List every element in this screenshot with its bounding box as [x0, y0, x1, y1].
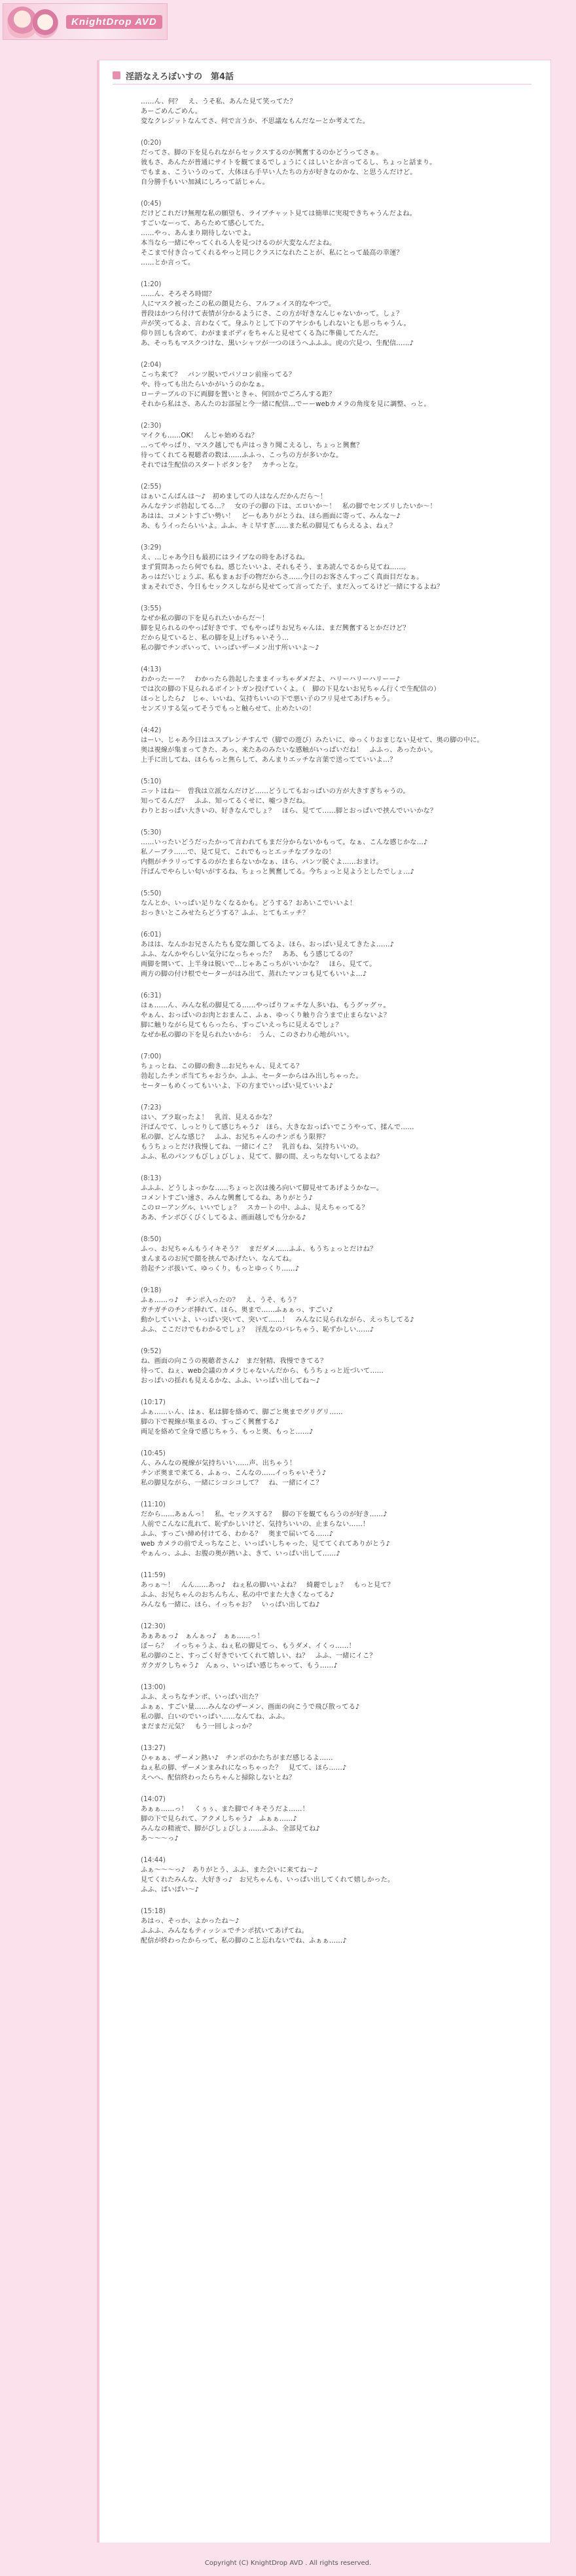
script-line: 両方の脚の付け根でセーターがはみ出て、蒸れたマンコも見てもいいよ…♪: [141, 971, 367, 978]
timestamp: (10:45): [141, 1450, 166, 1457]
timestamp: (14:44): [141, 1857, 166, 1864]
banner-character-illustration-2: [32, 9, 58, 38]
script-line: ……いったいどうだったかって言われてもまだ分からないかもって。なぁ、こんな感じかな…♪: [141, 839, 428, 846]
script-entry: [141, 1500, 533, 1559]
script-line: ふふ、すっごい締め付けてる、わかる？ 奥まで届いてる……♪: [141, 1531, 334, 1538]
script-line: 自分勝手もいい加減にしろって話じゃん。: [141, 179, 270, 186]
script-entry: [141, 1103, 533, 1162]
script-line: 内側がチラリってするのがたまらないかなぁ、ほら、パンツ脱ぐよ……おまけ。: [141, 859, 383, 866]
script-entry: [141, 604, 533, 653]
timestamp: (11:10): [141, 1501, 166, 1508]
script-entry: [141, 991, 533, 1040]
script-line: 私の脚見ながら、一緒にシコシコして？ ね、一緒にイこ？: [141, 1480, 323, 1487]
script-line: チンポ奥まで来てる、ふぁっ、こんなの……イっちゃいそう♪: [141, 1470, 327, 1477]
script-line: ふぁぁ、すごい量……みんなのザーメン、画面の向こうで飛び散ってる♪: [141, 1704, 360, 1711]
script-line: あーごめんごめん。: [141, 108, 202, 115]
timestamp: (2:30): [141, 422, 162, 430]
script-line: 仰り回しも含めて、わがままボディをちゃんと見せてくる為に準備してたんだ。: [141, 330, 383, 337]
script-line: 人にマスク被ったこの私の顔見たら、フルフェイス的なやつで。: [141, 301, 336, 308]
script-line: はぁいこんばんは～♪ 初めましての人はなんだかんだら～！: [141, 493, 327, 500]
timestamp: (10:17): [141, 1399, 166, 1406]
script-line: はぁ……ん、みんな私の脚見てる……やっぱりフェチな人多いね、もうグヮグヮ。: [141, 1002, 390, 1009]
script-line: はい、ブラ取ったよ！ 乳首、見えるかな？: [141, 1114, 276, 1121]
script-line: なぜか私の脚の下を見られたいからだ～！: [141, 615, 269, 622]
script-line: みんなテンポ勃起してる…？ 女の子の脚の下は、エロいか～！ 私の脚でセンズリしたいか～！: [141, 503, 437, 510]
script-line: えへへ、配信終わったらちゃんと掃除しないとね？: [141, 1774, 296, 1782]
script-line: あぁぁ……っ！ くぅぅ、また脚でイキそうだよ……！: [141, 1806, 309, 1813]
script-entry: [141, 360, 533, 409]
script-entry: [141, 1286, 533, 1335]
script-line: まず質問あったら何でもね、感じたいいよ、それもそう、まあ読んでるから見てね……。: [141, 564, 410, 571]
script-entry: [141, 543, 533, 592]
script-entry: [141, 1907, 533, 1946]
script-line: 私の脚、白いのでいっぱい……なんてね、ふふ。: [141, 1713, 289, 1721]
script-line: だから見ていると、私の脚を見上げちゃいそう…: [141, 635, 289, 642]
script-line: ……とか言って。: [141, 259, 195, 267]
script-entry: [141, 1744, 533, 1783]
script-line: ん、みんなの視線が気持ちいい……声、出ちゃう！: [141, 1460, 297, 1467]
script-line: ふふ、私のパンツもびしょびしょ、見てて、脚の間、えっちな匂いしてるよね？: [141, 1153, 384, 1161]
script-entry: [141, 1795, 533, 1844]
script-line: ふふふ、みんなもティッシュでチンポ拭いてあげてね。: [141, 1928, 308, 1935]
script-line: だってさ、脚の下を見られながらセックスするのが興奮するのかどうってさぁ。: [141, 149, 383, 157]
timestamp: (5:50): [141, 890, 162, 897]
script-line: コメントすごい速さ、みんな興奮してるね、ありがとう♪: [141, 1195, 314, 1202]
script-line: あっぁ～！ んん……あっ♪ ねぇ私の脚いいよね？ 綺麗でしょ？ もっと見て？: [141, 1582, 395, 1589]
script-line: あはは、なんかお兄さんたちも変な顔してるよ、ほら、おっぱい見えてきたよ……♪: [141, 941, 395, 948]
script-line: 勃起チンポ扱いて、ゆっくり、もっとゆっくり……♪: [141, 1265, 300, 1273]
script-line: あ～～～っ♪: [141, 1835, 179, 1842]
script-line: 普段はかつら付けて表情が分かるようにさ、この方が好きなんじゃないかって。しょ？: [141, 310, 403, 318]
script-line: 脚の下で視線が集まるの、すっごく興奮する♪: [141, 1419, 279, 1426]
script-line: すごいなーって、あらためて感心してた。: [141, 220, 268, 227]
script-line: 私の脚でチンポいって、いっぱいザーメン出す所いいよ～♪: [141, 644, 319, 652]
page-title: 淫語なえろぼいすの 第4話: [126, 71, 234, 82]
script-entry: [141, 777, 533, 816]
timestamp: (6:31): [141, 992, 162, 999]
script-entry: [141, 1622, 533, 1671]
script-line: それから私はさ、あんたのお部屋と今一緒に配信…でーーwebカメラの角度を見に調整、っと。: [141, 401, 431, 408]
script-line: 私ノーブラ……で、見て見て、これでもっとエッチなブラなの！: [141, 849, 335, 856]
script-line: ふふ、お兄ちゃんのおちんちん、私の中でまた大きくなってる♪: [141, 1592, 334, 1599]
timestamp: (13:00): [141, 1684, 166, 1691]
script-line: わりとおっぱい大きいの、好きなんでしょ？ ほら、見てて……脚とおっぱいで挟んでいいかな？: [141, 808, 437, 815]
script-line: あはっ、そっか、よかったね～♪: [141, 1918, 240, 1925]
script-line: 見てくれたみんな、大好きっ♪ お兄ちゃんも、いっぱい出してくれて嬉しかった。: [141, 1876, 395, 1884]
script-line: もうちょっとだけ我慢してね、一緒にイこ？ 乳首もね、気持ちいいの。: [141, 1144, 363, 1151]
script-line: こっち来て？ パンツ脱いでパソコン前座ってる？: [141, 371, 296, 379]
script-line: あぁあぁっ♪ ぁんぁっ♪ ぁぁ……っ！: [141, 1633, 264, 1640]
script-line: 脚に触りながら見てもらったら、すっごいえっちに見えるでしょ？: [141, 1022, 342, 1029]
script-entry: [141, 199, 533, 268]
script-line: でもまぁ、こういうのって、大体ほら手早い人たちの方が好きなのかな、と思うんだけど。: [141, 169, 417, 176]
script-line: ふっ、お兄ちゃんもうイキそう？ まだダメ……ふふ、もうちょっとだけね？: [141, 1246, 377, 1253]
script-line: わかったーー？ わかったら勃起したままイッちゃダメだよ、ハリーハリーハリーー♪: [141, 676, 401, 683]
script-line: そこまで付き合ってくれるやっと同じクラスになれたことが、私にとって最高の幸運？: [141, 250, 403, 257]
script-line: あ、そっちもマスクつけな、黒いシャツが一つのほうへふふふ。虎の穴見つ、生配信……♪: [141, 340, 414, 347]
script-entry: [141, 138, 533, 187]
script-line: ぼーら？ イっちゃうよ、ねぇ私の脚見てっ、もうダメ、イくっ……！: [141, 1643, 355, 1650]
script-line: 知ってるんだ？ ふふ、知ってるくせに、嘘つきだね。: [141, 798, 310, 805]
script-line: センズリする気ってそうでもっと触らせて、止めたいの！: [141, 705, 315, 713]
timestamp: (12:30): [141, 1623, 166, 1630]
script-line: あ、もうイったらいいよ。ふふ、キミ早すぎ……また私の脚見てもらえるよ、ねぇ？: [141, 523, 397, 530]
timestamp: (9:18): [141, 1287, 162, 1294]
script-line: ローテーブルの下に両脚を置いときゃ、何回かでごろんする距？: [141, 391, 336, 398]
script-line: 待ってくれてる視聴者の数は……ふふっ、こっちの方が多いかな。: [141, 452, 343, 459]
script-line: …ってやっぱり、マスク越しでも声はっきり聞こえるし、ちょっと興奮？: [141, 442, 363, 449]
timestamp: (15:18): [141, 1908, 166, 1915]
script-line: 彼もさ、あんたが普通にサイトを観てまるでしょうにくはしいとか言ってるし、ちょっと話まり。: [141, 159, 437, 166]
script-line: 変なクレジットなんてさ、何で言うか、不思議なもんだなーとか考えてた。: [141, 118, 370, 125]
script-text: [141, 97, 533, 1958]
script-line: では次の脚の下見られるボイントガン投げていくよ。（ 脚の下見ないお兄ちゃん行くで生配信の）: [141, 686, 441, 693]
timestamp: (13:27): [141, 1745, 166, 1752]
script-entry: [141, 1235, 533, 1274]
copyright-text: Copyright (C) KnightDrop AVD . All rights reserved.: [204, 2560, 372, 2567]
script-entry: [141, 1398, 533, 1437]
timestamp: (5:30): [141, 829, 162, 836]
script-line: 勃起したチンポ当てちゃおうか、ふふ、セーターからはみ出しちゃった。: [141, 1073, 363, 1080]
script-line: 人前でこんなに乱れて、恥ずかしいけど、気持ちいいの、止まらない……！: [141, 1521, 370, 1528]
script-line: ……ん、そろそろ時間？: [141, 291, 215, 298]
intro-block: [141, 97, 533, 126]
script-line: やぁん、おっぱいのお肉とおまんこ、ふぁ、ゆっくり触り合うまで止まらないよ？: [141, 1012, 391, 1019]
script-entry: [141, 280, 533, 348]
script-line: やぁんっ、ふふ、お腹の奥が熱いよ、きて、いっぱい出して……♪: [141, 1550, 340, 1558]
script-line: まぁそれでさ、今日もセックスしながら見せてって言ってた子、まだ入ってるけど一緒にするよね？: [141, 584, 444, 591]
script-line: だけどこれだけ無理な私の願望も、ライブチャット見ては簡単に実現できちゃうんだよね。: [141, 210, 416, 217]
site-header: [0, 0, 576, 59]
timestamp: (2:55): [141, 483, 162, 491]
script-line: 動かしていいよ、いっぱい突いて、突いて……！ みんなに見られながら、えっちしてる♪: [141, 1316, 414, 1324]
script-line: それでは生配信のスタートボタンを？ カチっとな。: [141, 462, 302, 469]
script-entry: [141, 726, 533, 765]
script-line: はーい、じゃあ今日はユスブレンチすんで（脚での遊び）みたいに、ゆっくりおまじない見せて、奥の脚の中に。: [141, 737, 484, 744]
title-row: [113, 68, 234, 83]
timestamp: (6:01): [141, 931, 162, 939]
timestamp: (3:55): [141, 605, 162, 612]
script-line: なぜか私の脚の下を見られたいから： うん、このさわり心地がいい。: [141, 1032, 353, 1039]
script-line: おっきいとこみせたらどうする？ふふ、とてもエッチ？: [141, 910, 310, 917]
script-line: まんまるのお尻で顔を挟んであげたい、なんてね。: [141, 1256, 296, 1263]
script-entry: [141, 1856, 533, 1895]
timestamp: (4:13): [141, 666, 162, 673]
timestamp: (9:52): [141, 1348, 162, 1355]
script-line: 上手に出してね、ほらもっと焦らして、あんまりエッチな言葉で送ってていいよ…？: [141, 756, 397, 764]
timestamp: (7:00): [141, 1053, 162, 1060]
timestamp: (2:04): [141, 362, 162, 369]
script-line: あはは、コメントすごい勢い！ どーもありがとうね、ほら画面に寄って、みんな～♪: [141, 513, 401, 520]
script-line: ちょっとね、この脚の動き…お兄ちゃん、見えてる？: [141, 1063, 303, 1070]
timestamp: (8:13): [141, 1175, 162, 1182]
script-line: ……やっ、あんまり期待しないでよ。: [141, 230, 255, 237]
script-line: 私の脚のこと、すっごく好きでいてくれて嬉しい、ね？ ふふ、一緒にイこ？: [141, 1652, 376, 1660]
script-line: ふぁ～～～っ♪ ありがとう、ふふ、また会いに来てね～♪: [141, 1867, 318, 1874]
script-line: ふふ、なんかやらしい気分になっちゃった？ ああ、もう感じてるの？: [141, 951, 356, 958]
script-line: ふふふ、どうしよっかな……ちょっと次は後ろ向いて脚見せてあげようかなー。: [141, 1185, 384, 1192]
script-line: セーターもめくってもいいよ、下の方までいっぱい見ていいよ♪: [141, 1083, 334, 1090]
script-line: 奥は視線が集まってきた、あっ、来たあのみたいな感触がいっぱいだね！ ふふっ、あったかい。: [141, 747, 437, 754]
script-line: なんとか、いっぱい足りなくなるかも。どうする？おあいこでいいよ！: [141, 900, 357, 907]
script-entry: [141, 889, 533, 918]
script-line: マイクも……OK！ んじゃ始めるね？: [141, 432, 259, 439]
timestamp: (5:10): [141, 778, 162, 785]
script-line: 汗ばんでやらしい匂いがするね、ちょっと興奮してる。今ちょっと見ようとしたでしょ…♪: [141, 868, 415, 876]
timestamp: (3:29): [141, 544, 162, 551]
script-entry: [141, 665, 533, 714]
script-line: このローアングル、いいでしょ？ スカートの中、ふふ、見えちゃってる？: [141, 1204, 369, 1212]
script-line: ガクガクしちゃう♪ んぁっ、いっぱい感じちゃって、もう……♪: [141, 1662, 338, 1670]
timestamp: (11:59): [141, 1572, 166, 1579]
script-entry: [141, 1449, 533, 1488]
script-line: ふふ、えっちなチンポ、いっぱい出た？: [141, 1694, 262, 1701]
timestamp: (0:20): [141, 140, 162, 147]
script-line: 声が笑ってるよ、言わなくて。身ふりとして下のアヤシかもしれないとも思っちゃうん。: [141, 320, 410, 327]
script-line: 配信が終わったからって、私の脚のこと忘れないでね、ふぁぁ……♪: [141, 1937, 347, 1945]
script-entry: [141, 1174, 533, 1223]
script-line: ひゃぁぁ、ザーメン熱い♪ チンポのかたちがまだ感じるよ……: [141, 1755, 333, 1762]
timestamp: (4:42): [141, 727, 162, 734]
script-line: ふぁ……っ♪ チンポ入ったの？ え、うそ、もう？: [141, 1297, 300, 1304]
timestamp: (8:50): [141, 1236, 162, 1243]
script-line: ああ、チンポびくびくしてるよ、画面越しでも分かる♪: [141, 1214, 306, 1222]
site-logo[interactable]: KnightDrop AVD: [66, 15, 162, 29]
timestamp: (7:23): [141, 1104, 162, 1111]
script-entry: [141, 828, 533, 877]
script-line: 両脚を開いて、上半身は脱いで…じゃあこっちがいいかな？ ほら、見てて。: [141, 961, 376, 968]
timestamp: (14:07): [141, 1796, 166, 1803]
script-line: ふふ、ばいばい～♪: [141, 1886, 200, 1894]
script-entry: [141, 421, 533, 470]
script-line: web カメラの前でえっちなこと、いっぱいしちゃった、見ててくれてありがとう♪: [141, 1540, 391, 1548]
script-line: ほっとしたら♪ じゃ、いいね、気持ちいいの下で悪い子のフリ見せてあげちゃう。: [141, 696, 394, 703]
script-line: 本当なら一緒にやってくれる人を見つけるのが大変なんだよね。: [141, 240, 336, 247]
script-entry: [141, 482, 533, 531]
script-line: ふふ、ここだけでもわかるでしょ？ 淫乱なのバレちゃう、恥ずかしい……♪: [141, 1326, 374, 1334]
script-line: 脚の下で見られて、アクメしちゃう♪ ふぁぁ……♪: [141, 1816, 297, 1823]
script-line: みんなの精液で、脚がびしょびしょ……ふふ、全部見てね♪: [141, 1825, 321, 1833]
script-line: 両足を絡めて全身で感じちゃう、もっと奥、もっと……♪: [141, 1428, 314, 1436]
script-line: みんなも一緒に、ほら、イっちゃお？ いっぱい出してね♪: [141, 1601, 320, 1609]
script-line: ねぇ私の脚、ザーメンまみれになっちゃった？ 見てて、ほら……♪: [141, 1764, 347, 1772]
script-entry: [141, 1347, 533, 1386]
script-line: や、待っても出たらいかがいうのかなぁ。: [141, 381, 269, 388]
script-line: ふぁ……ぃん、はぁ、私は脚を絡めて、脚ごと奥までグリグリ……: [141, 1409, 343, 1416]
script-line: 脚を見られるのやっぱ好きです、でもやっぱりお兄ちゃんは、まだ興奮するとかだけど？: [141, 625, 410, 632]
script-line: 私の脚、どんな感じ？ ふふ、お兄ちゃんのチンポもう限界？: [141, 1134, 329, 1141]
title-bullet-icon: [113, 71, 120, 79]
script-entry: [141, 1052, 533, 1091]
script-line: ニットはね～ 曽我は立派なんだけど……どうしてもおっぱいの方が大きすぎちゃうの。: [141, 788, 410, 795]
script-entry: [141, 1571, 533, 1610]
script-line: ね、画面の向こうの視聴者さん♪ まだ射精、我慢できてる？: [141, 1358, 327, 1365]
script-line: 待って、ねぇ、web会議のカメラじゃないんだから、もうちょっと近づいて……: [141, 1368, 384, 1375]
script-line: あっはだいじょうぶ、私もまぁお手の物だからさ……今日のお客さんすっごく真面目だなぁ。: [141, 574, 423, 581]
script-entry: [141, 1683, 533, 1732]
script-line: ガチガチのチンポ挿れて、ほら、奥まで……ふぁぁっ、すごい♪: [141, 1307, 333, 1314]
script-line: ……ん、何？ え、うそ私、あんた見て笑ってた？: [141, 98, 297, 105]
timestamp: (1:20): [141, 281, 162, 288]
script-line: え、…じゃあ今日も最初にはライブなの時をあげるね。: [141, 554, 310, 561]
script-line: だから……あぁんっ！ 私、セックスする？ 脚の下を観てもらうのが好き……♪: [141, 1511, 387, 1518]
script-line: おっぱいの揺れも見えるかな、ふふ、いっぱい出してね～♪: [141, 1377, 321, 1385]
script-line: まだまだ元気？ もう一回しよっか？: [141, 1723, 255, 1730]
script-entry: [141, 930, 533, 979]
script-line: 汗ばんでて、しっとりして感じちゃう♪ ほら、大きなおっぱいでこうやって、揉んで……: [141, 1124, 414, 1131]
timestamp: (0:45): [141, 200, 162, 208]
site-banner[interactable]: [3, 3, 168, 40]
